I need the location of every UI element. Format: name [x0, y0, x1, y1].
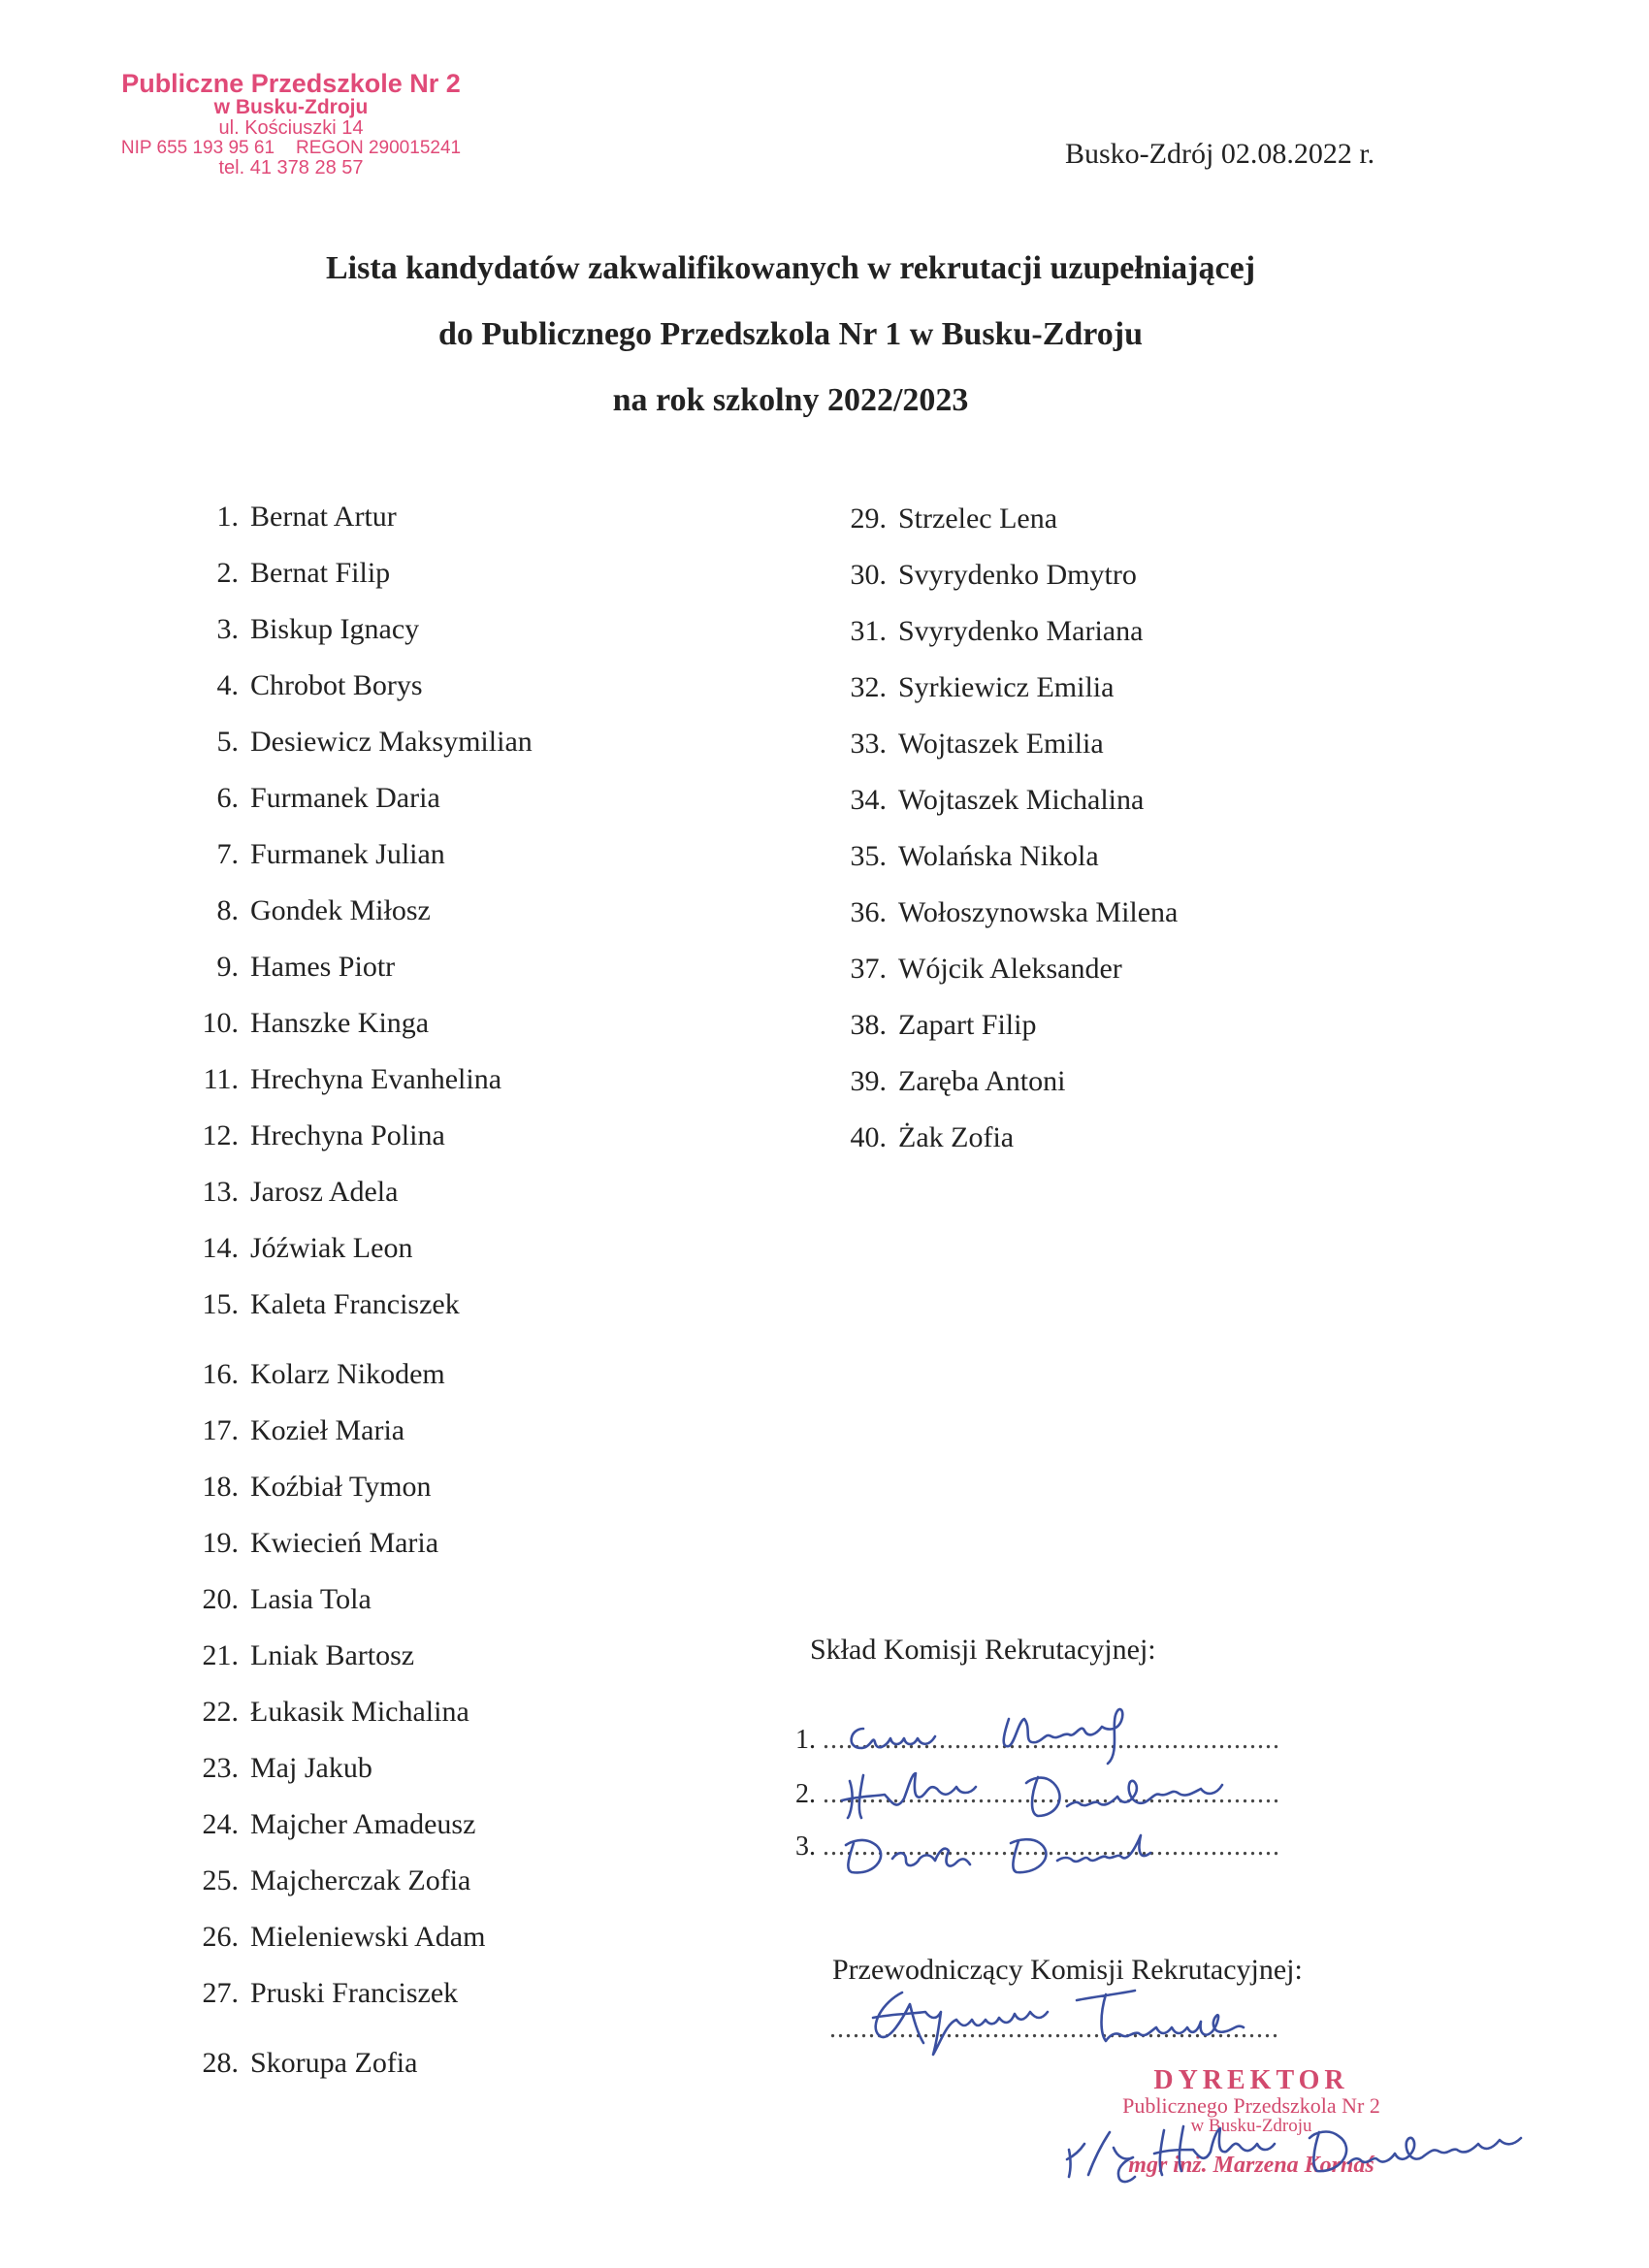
candidate-name: Syrkiewicz Emilia: [898, 671, 1115, 703]
candidate-name: Hrechyna Evanhelina: [250, 1063, 502, 1095]
stamp-street: ul. Kościuszki 14: [218, 117, 364, 140]
candidate-name: Łukasik Michalina: [250, 1696, 469, 1728]
candidate-name: Jóźwiak Leon: [250, 1232, 413, 1264]
candidate-name: Pruski Franciszek: [250, 1977, 459, 2009]
candidate-name: Kaleta Franciszek: [250, 1288, 460, 1320]
candidate-number: 29.: [850, 502, 887, 535]
candidate-name: Mieleniewski Adam: [250, 1921, 486, 1953]
candidate-number: 8.: [216, 894, 239, 926]
candidate-name: Svyrydenko Dmytro: [898, 559, 1137, 591]
candidate-number: 31.: [850, 615, 887, 647]
candidate-item: [832, 671, 1114, 704]
candidate-name: Hames Piotr: [250, 951, 396, 983]
candidate-item: [184, 1583, 372, 1616]
candidate-name: Kolarz Nikodem: [250, 1358, 445, 1390]
candidate-item: [832, 502, 1057, 535]
candidate-number: 23.: [202, 1752, 239, 1784]
candidate-number: 21.: [202, 1639, 239, 1671]
candidate-item: [184, 669, 423, 702]
candidate-number: 19.: [202, 1527, 239, 1559]
candidate-item: [832, 559, 1137, 592]
candidate-name: Skorupa Zofia: [250, 2047, 418, 2079]
candidate-number: 38.: [850, 1009, 887, 1041]
candidate-name: Strzelec Lena: [898, 502, 1058, 535]
candidate-item: [184, 1752, 372, 1785]
stamp-ids: [97, 139, 485, 158]
candidate-name: Żak Zofia: [898, 1121, 1015, 1153]
committee-signature-line-1: [795, 1725, 1280, 1756]
candidate-number: 25.: [202, 1864, 239, 1896]
candidate-name: Wójcik Aleksander: [898, 953, 1122, 985]
stamp-regon: REGON 290015241: [296, 138, 462, 159]
candidate-item: [184, 1921, 485, 1954]
signature-dots: ...........................................................: [823, 1725, 1280, 1755]
stamp-nip: NIP 655 193 95 61: [120, 138, 275, 159]
candidate-item: [184, 782, 440, 815]
committee-heading: Skład Komisji Rekrutacyjnej:: [810, 1634, 1156, 1666]
candidate-name: Zaręba Antoni: [898, 1065, 1066, 1097]
school-stamp: [97, 70, 485, 178]
candidate-number: 24.: [202, 1808, 239, 1840]
candidate-number: 10.: [202, 1007, 239, 1039]
candidate-number: 27.: [202, 1977, 239, 2009]
candidate-number: 7.: [216, 838, 239, 870]
director-stamp: [1077, 2066, 1426, 2179]
candidate-number: 40.: [850, 1121, 887, 1153]
candidate-item: [184, 1808, 475, 1841]
director-stamp-title: DYREKTOR: [1153, 2065, 1349, 2095]
candidate-name: Majcher Amadeusz: [250, 1808, 476, 1840]
stamp-town: w Busku-Zdroju: [213, 96, 369, 119]
candidate-number: 32.: [850, 671, 887, 703]
candidate-item: [184, 2047, 417, 2080]
candidate-number: 28.: [202, 2047, 239, 2079]
candidate-item: [184, 501, 397, 534]
candidate-item: [184, 1471, 432, 1504]
committee-signature-line-3: [795, 1831, 1280, 1863]
candidate-item: [184, 1639, 414, 1672]
candidate-number: 5.: [216, 726, 239, 758]
candidate-number: 37.: [850, 953, 887, 985]
signature-dots: ...........................................................: [823, 1831, 1280, 1862]
candidate-item: [184, 1232, 412, 1265]
candidate-name: Wołoszynowska Milena: [898, 896, 1179, 928]
candidate-item: [184, 1288, 460, 1321]
candidate-number: 18.: [202, 1471, 239, 1503]
director-stamp-name: mgr inż. Marzena Kornaś: [1128, 2153, 1374, 2179]
candidate-name: Jarosz Adela: [250, 1176, 399, 1208]
candidate-item: [184, 951, 395, 984]
committee-member-number: 2.: [795, 1779, 816, 1809]
candidate-name: Kozieł Maria: [250, 1414, 405, 1446]
candidate-name: Hrechyna Polina: [250, 1119, 445, 1151]
candidate-number: 20.: [202, 1583, 239, 1615]
candidate-item: [184, 1864, 470, 1897]
candidate-number: 33.: [850, 728, 887, 760]
committee-signature-line-2: [795, 1779, 1280, 1810]
candidate-number: 3.: [216, 613, 239, 645]
candidate-name: Bernat Filip: [250, 557, 391, 589]
candidate-number: 2.: [216, 557, 239, 589]
candidate-item: [184, 838, 445, 871]
candidate-number: 9.: [216, 951, 239, 983]
candidate-name: Wolańska Nikola: [898, 840, 1099, 872]
candidate-item: [184, 1007, 429, 1040]
chair-heading: Przewodniczący Komisji Rekrutacyjnej:: [832, 1954, 1303, 1986]
document-title-line-3: na rok szkolny 2022/2023: [612, 382, 969, 418]
candidate-item: [184, 1358, 445, 1391]
candidate-name: Hanszke Kinga: [250, 1007, 430, 1039]
candidate-number: 11.: [203, 1063, 239, 1095]
candidate-number: 15.: [202, 1288, 239, 1320]
candidate-number: 13.: [202, 1176, 239, 1208]
candidate-name: Lasia Tola: [250, 1583, 372, 1615]
candidate-item: [832, 953, 1122, 986]
candidate-number: 6.: [216, 782, 239, 814]
candidate-item: [832, 784, 1144, 817]
candidate-item: [184, 1696, 469, 1729]
candidate-number: 17.: [202, 1414, 239, 1446]
candidate-name: Furmanek Daria: [250, 782, 440, 814]
candidate-name: Lniak Bartosz: [250, 1639, 415, 1671]
candidate-number: 22.: [202, 1696, 239, 1728]
candidate-name: Biskup Ignacy: [250, 613, 420, 645]
candidate-number: 16.: [202, 1358, 239, 1390]
candidate-number: 35.: [850, 840, 887, 872]
candidate-number: 1.: [216, 501, 239, 533]
candidate-item: [184, 557, 390, 590]
candidate-item: [184, 1119, 445, 1152]
committee-member-number: 1.: [795, 1725, 816, 1755]
candidate-item: [184, 613, 419, 646]
committee-member-number: 3.: [795, 1831, 816, 1862]
document-title-line-2: do Publicznego Przedszkola Nr 1 w Busku-Zdroju: [437, 316, 1144, 352]
candidate-item: [184, 1527, 438, 1560]
candidate-name: Wojtaszek Michalina: [898, 784, 1145, 816]
candidate-item: [832, 896, 1178, 929]
candidate-name: Gondek Miłosz: [250, 894, 431, 926]
candidate-item: [832, 615, 1143, 648]
candidate-item: [832, 1121, 1014, 1154]
candidate-item: [832, 1009, 1036, 1042]
candidate-name: Maj Jakub: [250, 1752, 372, 1784]
candidate-name: Zapart Filip: [898, 1009, 1037, 1041]
candidate-name: Bernat Artur: [250, 501, 397, 533]
candidate-number: 4.: [216, 669, 239, 701]
chair-signature-line: ..........................................................: [829, 2014, 1279, 2044]
candidate-number: 30.: [850, 559, 887, 591]
candidate-name: Koźbiał Tymon: [250, 1471, 432, 1503]
candidate-number: 36.: [850, 896, 887, 928]
candidate-item: [184, 1977, 458, 2010]
director-stamp-town: w Busku-Zdroju: [1190, 2116, 1312, 2137]
candidate-item: [184, 726, 533, 759]
candidate-name: Wojtaszek Emilia: [898, 728, 1104, 760]
stamp-phone: tel. 41 378 28 57: [218, 157, 364, 179]
document-date: Busko-Zdrój 02.08.2022 r.: [1065, 138, 1375, 170]
candidate-number: 39.: [850, 1065, 887, 1097]
candidate-name: Furmanek Julian: [250, 838, 445, 870]
candidate-name: Svyrydenko Mariana: [898, 615, 1144, 647]
candidate-item: [184, 1176, 398, 1209]
candidate-item: [832, 840, 1099, 873]
candidate-item: [184, 1063, 501, 1096]
candidate-name: Chrobot Borys: [250, 669, 423, 701]
candidate-number: 26.: [202, 1921, 239, 1953]
director-stamp-school: Publicznego Przedszkola Nr 2: [1122, 2093, 1380, 2119]
candidate-item: [184, 894, 431, 927]
candidate-name: Majcherczak Zofia: [250, 1864, 471, 1896]
stamp-school-name: Publiczne Przedszkole Nr 2: [121, 69, 461, 98]
candidate-number: 12.: [202, 1119, 239, 1151]
candidate-number: 14.: [202, 1232, 239, 1264]
signature-dots: ...........................................................: [823, 1779, 1280, 1809]
candidate-name: Desiewicz Maksymilian: [250, 726, 533, 758]
candidate-number: 34.: [850, 784, 887, 816]
candidate-name: Kwiecień Maria: [250, 1527, 439, 1559]
candidate-item: [184, 1414, 404, 1447]
candidate-item: [832, 728, 1104, 761]
document-title-line-1: Lista kandydatów zakwalifikowanych w rekrutacji uzupełniającej: [325, 250, 1256, 286]
candidate-item: [832, 1065, 1065, 1098]
